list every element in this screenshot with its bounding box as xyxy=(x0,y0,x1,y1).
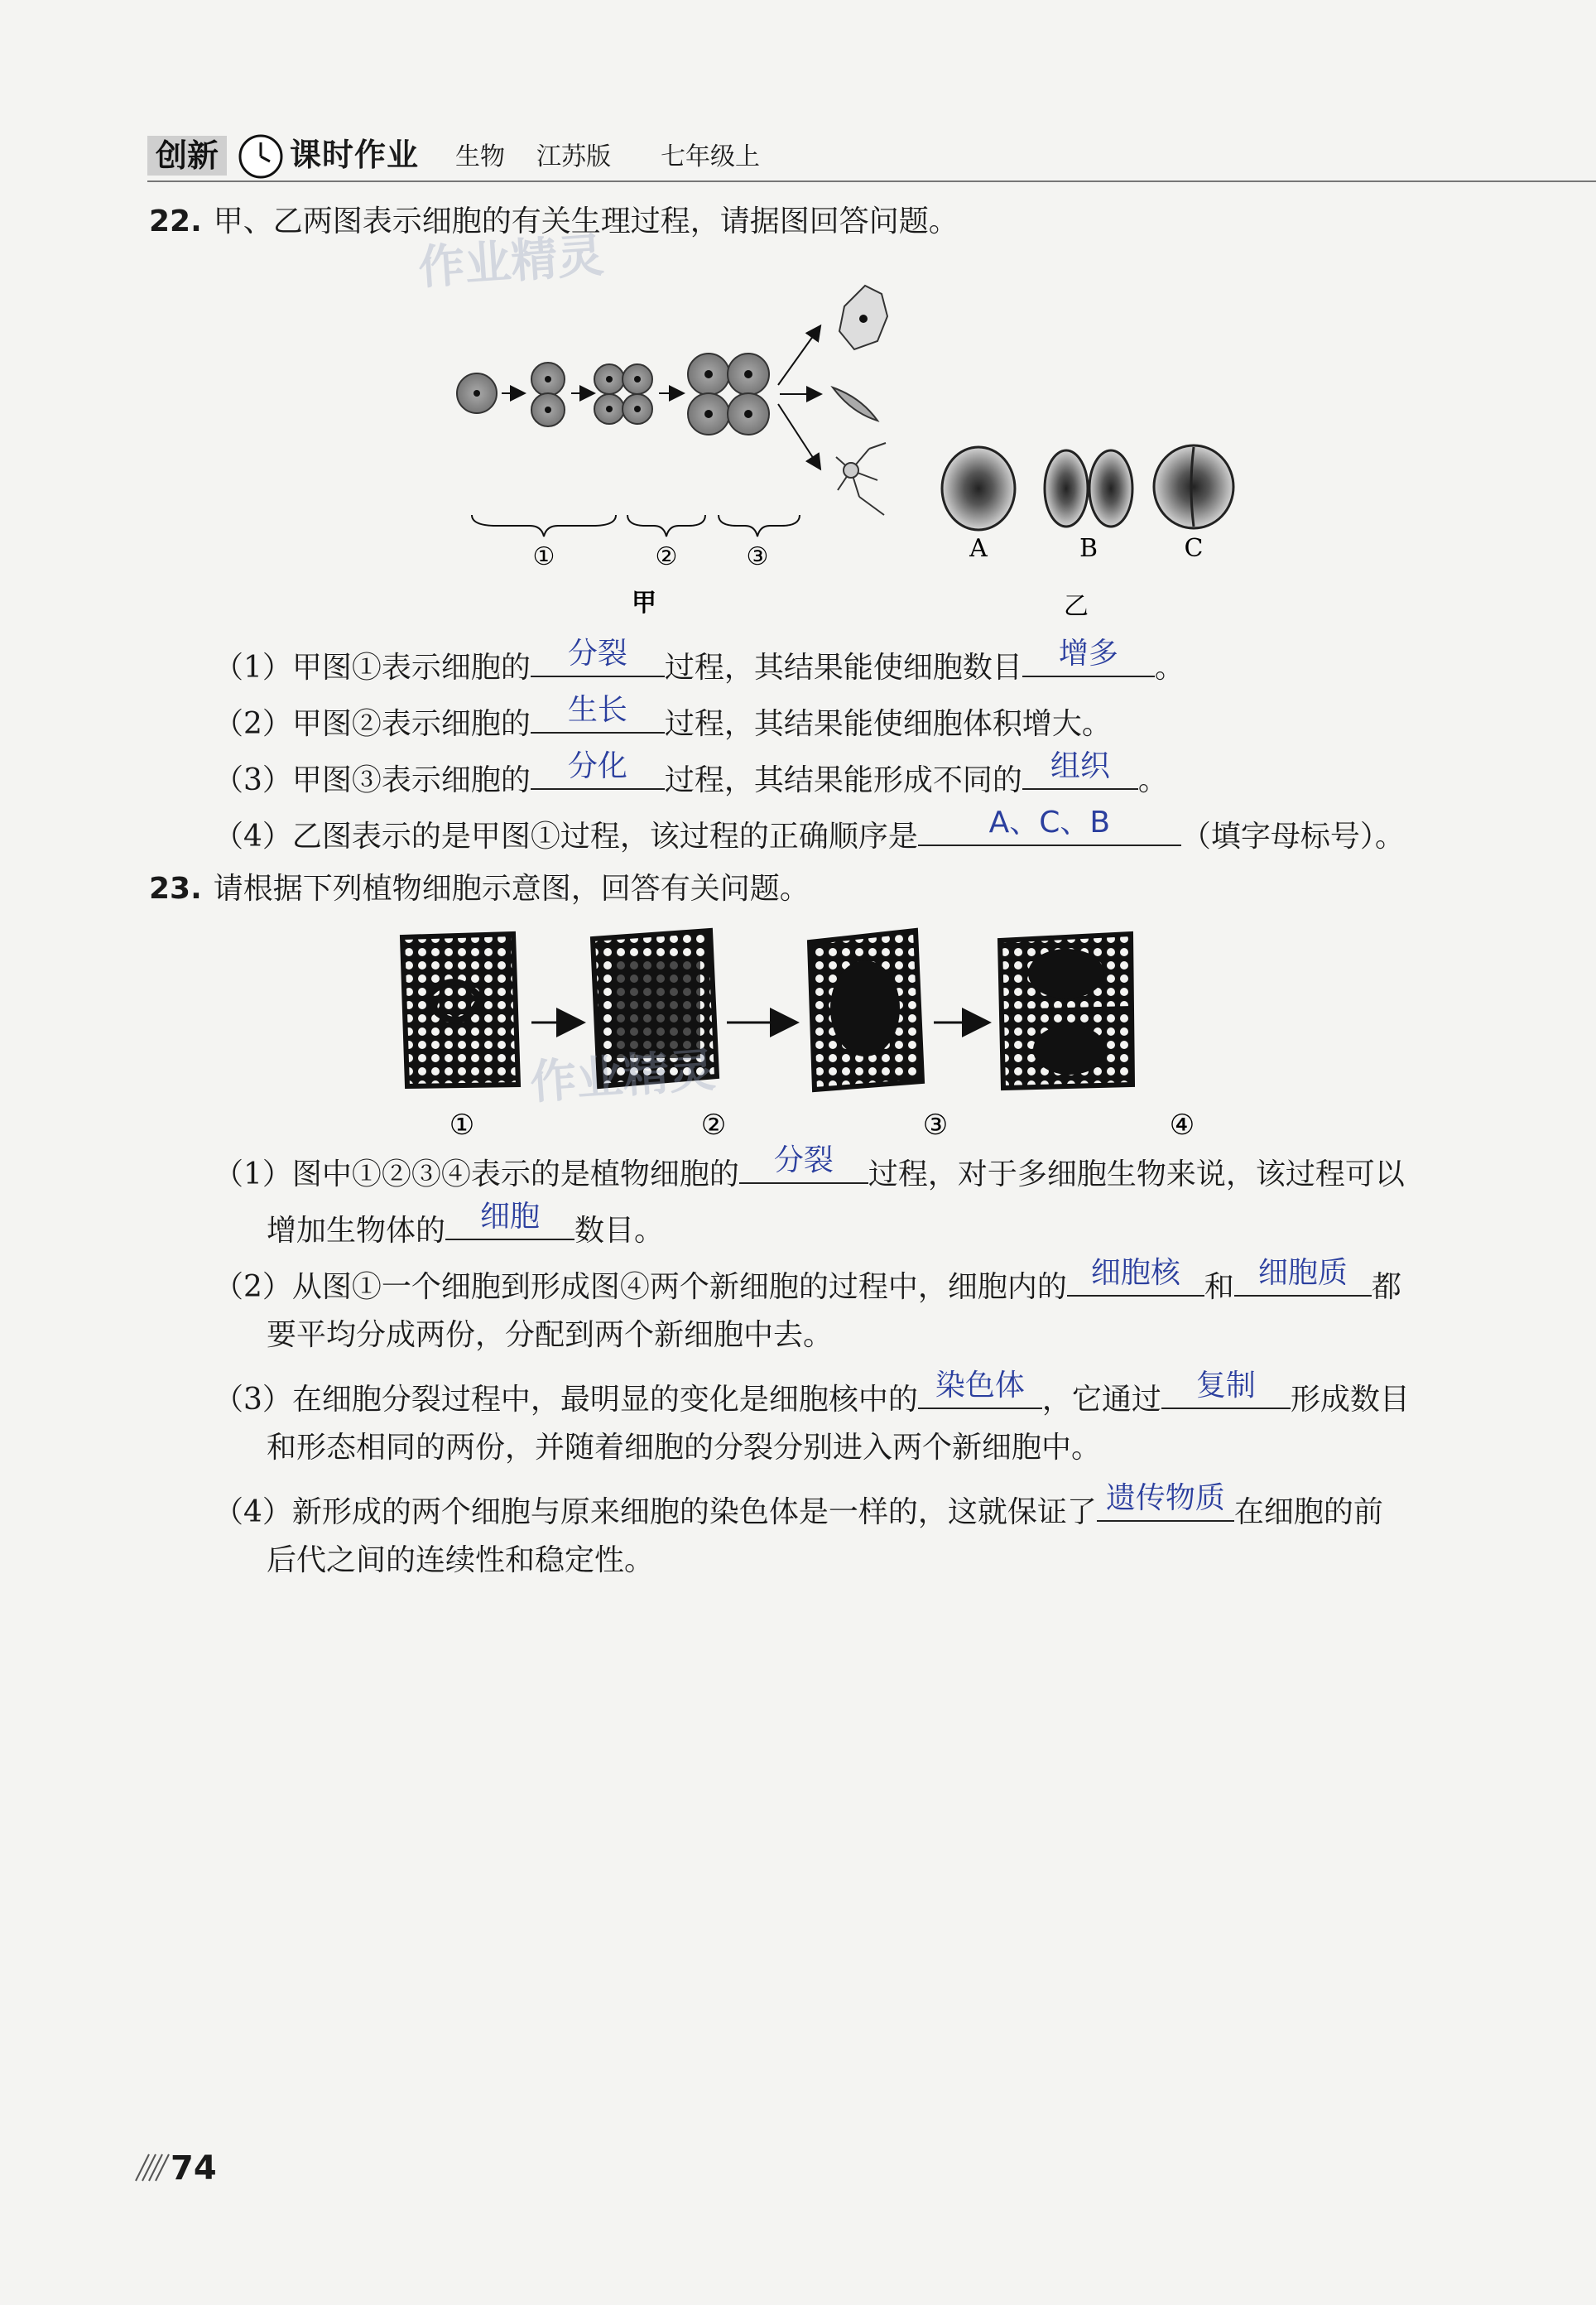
clock-icon xyxy=(237,132,285,180)
q22-4-text-b: （填字母标号）。 xyxy=(1180,820,1405,854)
q23-figure-label-4: ④ xyxy=(1169,1109,1195,1142)
q22-item-4 xyxy=(214,808,1405,858)
q22-1-answer-1: 分裂 xyxy=(567,637,627,671)
q22-item-1 xyxy=(214,639,1185,689)
edition-label: 江苏版 xyxy=(536,142,611,171)
q23-3-answer-1: 染色体 xyxy=(935,1369,1025,1403)
q23-number: 23. xyxy=(149,872,202,906)
figure-jia-caption: 甲 xyxy=(632,589,656,618)
q23-3-text-a: （3）在细胞分裂过程中，最明显的变化是细胞核中的 xyxy=(214,1383,918,1417)
q23-2-text-c: 都 xyxy=(1371,1270,1401,1304)
series-title: 课时作业 xyxy=(290,137,420,173)
q23-stem-text: 请根据下列植物细胞示意图，回答有关问题。 xyxy=(213,872,810,906)
cell-label-c: C xyxy=(1184,534,1204,563)
figure-jia xyxy=(447,273,911,621)
q23-1-answer-2: 细胞 xyxy=(480,1200,541,1234)
q22-3-answer-2: 组织 xyxy=(1050,749,1110,783)
q23-3-text-d: 和形态相同的两份，并随着细胞的分裂分别进入两个新细胞中。 xyxy=(267,1431,1102,1465)
q23-3-blank-1[interactable] xyxy=(918,1371,1042,1409)
q22-1-text-b: 过程，其结果能使细胞数目 xyxy=(664,651,1022,685)
q23-4-blank-1[interactable] xyxy=(1097,1481,1234,1522)
q22-1-text-c: 。 xyxy=(1154,651,1185,685)
q23-item-3-line-1 xyxy=(214,1371,1410,1421)
q23-2-blank-1[interactable] xyxy=(1067,1258,1204,1297)
q22-3-text-b: 过程，其结果能形成不同的 xyxy=(664,763,1022,797)
grade-label: 七年级上 xyxy=(661,142,760,171)
plant-cell-figure xyxy=(389,919,1300,1143)
q23-1-blank-2[interactable] xyxy=(445,1202,574,1240)
q23-stem xyxy=(149,869,810,909)
q22-item-2 xyxy=(214,695,1112,745)
q23-figure-label-3: ③ xyxy=(922,1109,949,1142)
figure-yi-caption: 乙 xyxy=(1064,592,1089,621)
q23-item-1-line-2 xyxy=(267,1202,664,1252)
q23-4-text-b: 在细胞的前 xyxy=(1233,1495,1383,1529)
page-header xyxy=(147,132,1596,179)
q22-1-blank-2[interactable] xyxy=(1022,639,1155,677)
q23-2-text-d: 要平均分成两份，分配到两个新细胞中去。 xyxy=(267,1318,834,1352)
q22-1-blank-1[interactable] xyxy=(531,639,665,677)
q22-4-text-a: （4）乙图表示的是甲图①过程，该过程的正确顺序是 xyxy=(214,820,918,854)
q22-1-text-a: （1）甲图①表示细胞的 xyxy=(214,651,531,685)
hatch-icon xyxy=(132,2153,171,2182)
cell-label-a: A xyxy=(969,534,988,563)
watermark: 作业精灵 xyxy=(416,229,606,296)
q23-2-text-b: 和 xyxy=(1204,1270,1234,1304)
q23-figure-label-1: ① xyxy=(449,1109,475,1142)
q22-2-answer-1: 生长 xyxy=(567,693,627,727)
q22-2-text-a: （2）甲图②表示细胞的 xyxy=(214,707,531,741)
subject-label: 生物 xyxy=(455,142,505,171)
q23-item-4-line-1 xyxy=(214,1481,1383,1533)
q23-4-text-a: （4）新形成的两个细胞与原来细胞的染色体是一样的，这就保证了 xyxy=(214,1495,1097,1529)
q23-3-text-b: ，它通过 xyxy=(1041,1383,1161,1417)
q22-2-text-b: 过程，其结果能使细胞体积增大。 xyxy=(664,707,1112,741)
q23-item-2-line-2 xyxy=(267,1315,833,1356)
q22-3-text-a: （3）甲图③表示细胞的 xyxy=(214,763,531,797)
q23-4-text-c: 后代之间的连续性和稳定性。 xyxy=(267,1543,655,1577)
header-rule xyxy=(147,180,1596,182)
q23-4-answer-1: 遗传物质 xyxy=(1105,1481,1225,1515)
q22-number: 22. xyxy=(149,205,202,238)
cell-label-b: B xyxy=(1079,534,1098,563)
stage-label-3: ③ xyxy=(746,542,769,571)
q23-1-text-a: （1）图中①②③④表示的是植物细胞的 xyxy=(214,1157,739,1191)
q23-item-4-line-2 xyxy=(267,1540,654,1581)
q23-item-2-line-1 xyxy=(214,1258,1401,1308)
q23-3-text-c: 形成数目 xyxy=(1290,1383,1410,1417)
q23-3-blank-2[interactable] xyxy=(1161,1371,1291,1409)
q23-2-answer-2: 细胞质 xyxy=(1257,1256,1348,1290)
q22-3-blank-2[interactable] xyxy=(1022,749,1138,790)
q23-item-1-line-1 xyxy=(214,1143,1405,1196)
stage-label-1: ① xyxy=(532,542,555,571)
q22-1-answer-2: 增多 xyxy=(1058,637,1118,671)
stage-label-2: ② xyxy=(655,542,678,571)
q23-2-text-a: （2）从图①一个细胞到形成图④两个新细胞的过程中，细胞内的 xyxy=(214,1270,1067,1304)
q23-1-text-b: 过程，对于多细胞生物来说，该过程可以 xyxy=(868,1157,1405,1191)
page-number-text: 74 xyxy=(171,2149,217,2187)
q22-4-blank-1[interactable] xyxy=(918,808,1181,846)
q22-3-answer-1: 分化 xyxy=(567,749,627,783)
q22-3-blank-1[interactable] xyxy=(531,749,665,790)
q23-1-text-d: 数目。 xyxy=(574,1214,665,1248)
q23-item-3-line-2 xyxy=(267,1427,1101,1469)
figure-yi xyxy=(935,439,1267,629)
q23-2-blank-2[interactable] xyxy=(1234,1258,1372,1297)
q23-1-answer-1: 分裂 xyxy=(773,1143,834,1177)
q23-2-answer-1: 细胞核 xyxy=(1090,1256,1180,1290)
watermark-2: 作业精灵 xyxy=(528,1043,718,1110)
q23-1-blank-1[interactable] xyxy=(739,1143,868,1184)
q22-3-text-c: 。 xyxy=(1137,763,1168,797)
q22-stem-text: 甲、乙两图表示细胞的有关生理过程，请据图回答问题。 xyxy=(213,205,959,238)
brand-label: 创新 xyxy=(147,136,227,176)
q23-figure-label-2: ② xyxy=(700,1109,727,1142)
q22-4-answer-1: A、C、B xyxy=(988,806,1111,840)
page-number xyxy=(132,2149,217,2187)
q22-item-3 xyxy=(214,749,1168,801)
q23-3-answer-2: 复制 xyxy=(1195,1369,1256,1403)
q23-1-text-c: 增加生物体的 xyxy=(267,1214,446,1248)
q22-2-blank-1[interactable] xyxy=(531,695,665,734)
